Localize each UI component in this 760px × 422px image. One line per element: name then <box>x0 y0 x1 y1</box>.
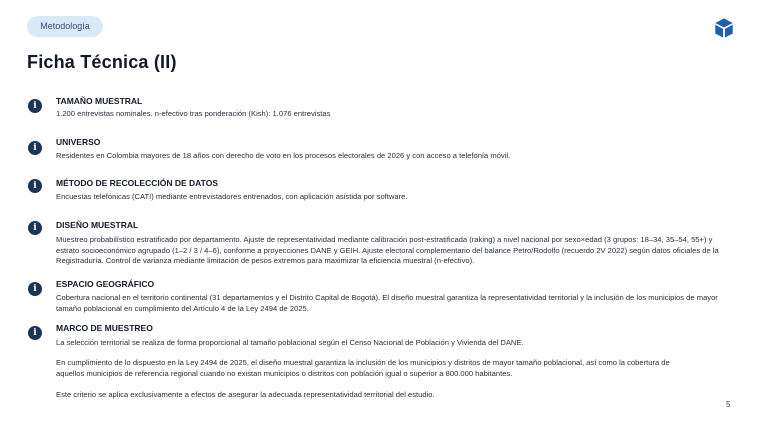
section-text-marco-muestreo-1: La selección territorial se realiza de forma proporcional al tamaño poblacional según el Censo Nacional de Población y Vivienda del DANE. <box>56 338 524 347</box>
section-title-diseno-muestral: DISEÑO MUESTRAL <box>56 220 139 230</box>
page-number: 5 <box>726 400 731 409</box>
section-title-marco-muestreo: MARCO DE MUESTREO <box>56 323 153 333</box>
section-text-tamano-muestral: 1.200 entrevistas nominales. n-efectivo tras ponderación (Kish): 1.076 entrevistas <box>56 109 331 118</box>
info-icon: i <box>28 99 42 113</box>
info-icon: i <box>28 179 42 193</box>
page-title: Ficha Técnica (II) <box>27 52 177 72</box>
section-title-espacio-geografico: ESPACIO GEOGRÁFICO <box>56 279 155 289</box>
section-text-marco-muestreo-2: En cumplimiento de lo dispuesto en la Ley 2494 de 2025, el diseño muestral garantiza la inclusión de los municipios y distritos de mayor tamaño poblacional, así como la cobertura de aquellos municipios de referencia regional cuando no existan municipios o distritos con población igual o superior a 800.000 habitantes. <box>56 358 670 378</box>
section-text-metodo-recoleccion: Encuestas telefónicas (CATI) mediante entrevistadores entrenados, con aplicación asistida por software. <box>56 192 408 201</box>
info-icon: i <box>28 282 42 296</box>
section-text-marco-muestreo-3: Este criterio se aplica exclusivamente a efectos de asegurar la adecuada representatividad territorial del estudio. <box>56 390 435 399</box>
info-icon: i <box>28 141 42 155</box>
cube-logo-icon <box>713 17 735 39</box>
info-icon: i <box>28 221 42 235</box>
section-title-universo: UNIVERSO <box>56 137 101 147</box>
section-text-espacio-geografico: Cobertura nacional en el territorio continental (31 departamentos y el Distrito Capital de Bogotá). El diseño muestral garantiza la representatividad territorial y la inclusión de los municipios de mayor tamaño poblacional en cumplimiento del Artículo 4 de la Ley 2494 de 2025. <box>56 293 718 313</box>
section-title-metodo-recoleccion: MÉTODO DE RECOLECCIÓN DE DATOS <box>56 178 218 188</box>
info-icon: i <box>28 326 42 340</box>
section-text-diseno-muestral: Muestreo probabilístico estratificado por departamento. Ajuste de representatividad mediante calibración post-estratificada (raking) a nivel nacional por sexo×edad (3 grupos: 18–34, 35–54, 55+) y estrato socioeconómico agrupado (1–2 / 3 / 4–6), conforme a proyecciones DANE y GEIH. Ajuste electoral complementario del balance Petro/Rodolfo (recuerdo 2V 2022) según datos oficiales de la Registraduría. Control de varianza mediante limitación de pesos extremos para maximizar la eficiencia muestral (n-efectivo). <box>56 235 719 265</box>
section-title-tamano-muestral: TAMAÑO MUESTRAL <box>56 96 143 106</box>
section-text-universo: Residentes en Colombia mayores de 18 años con derecho de voto en los procesos electorales de 2026 y con acceso a telefonía móvil. <box>56 151 511 160</box>
section-badge: Metodología <box>27 16 103 37</box>
